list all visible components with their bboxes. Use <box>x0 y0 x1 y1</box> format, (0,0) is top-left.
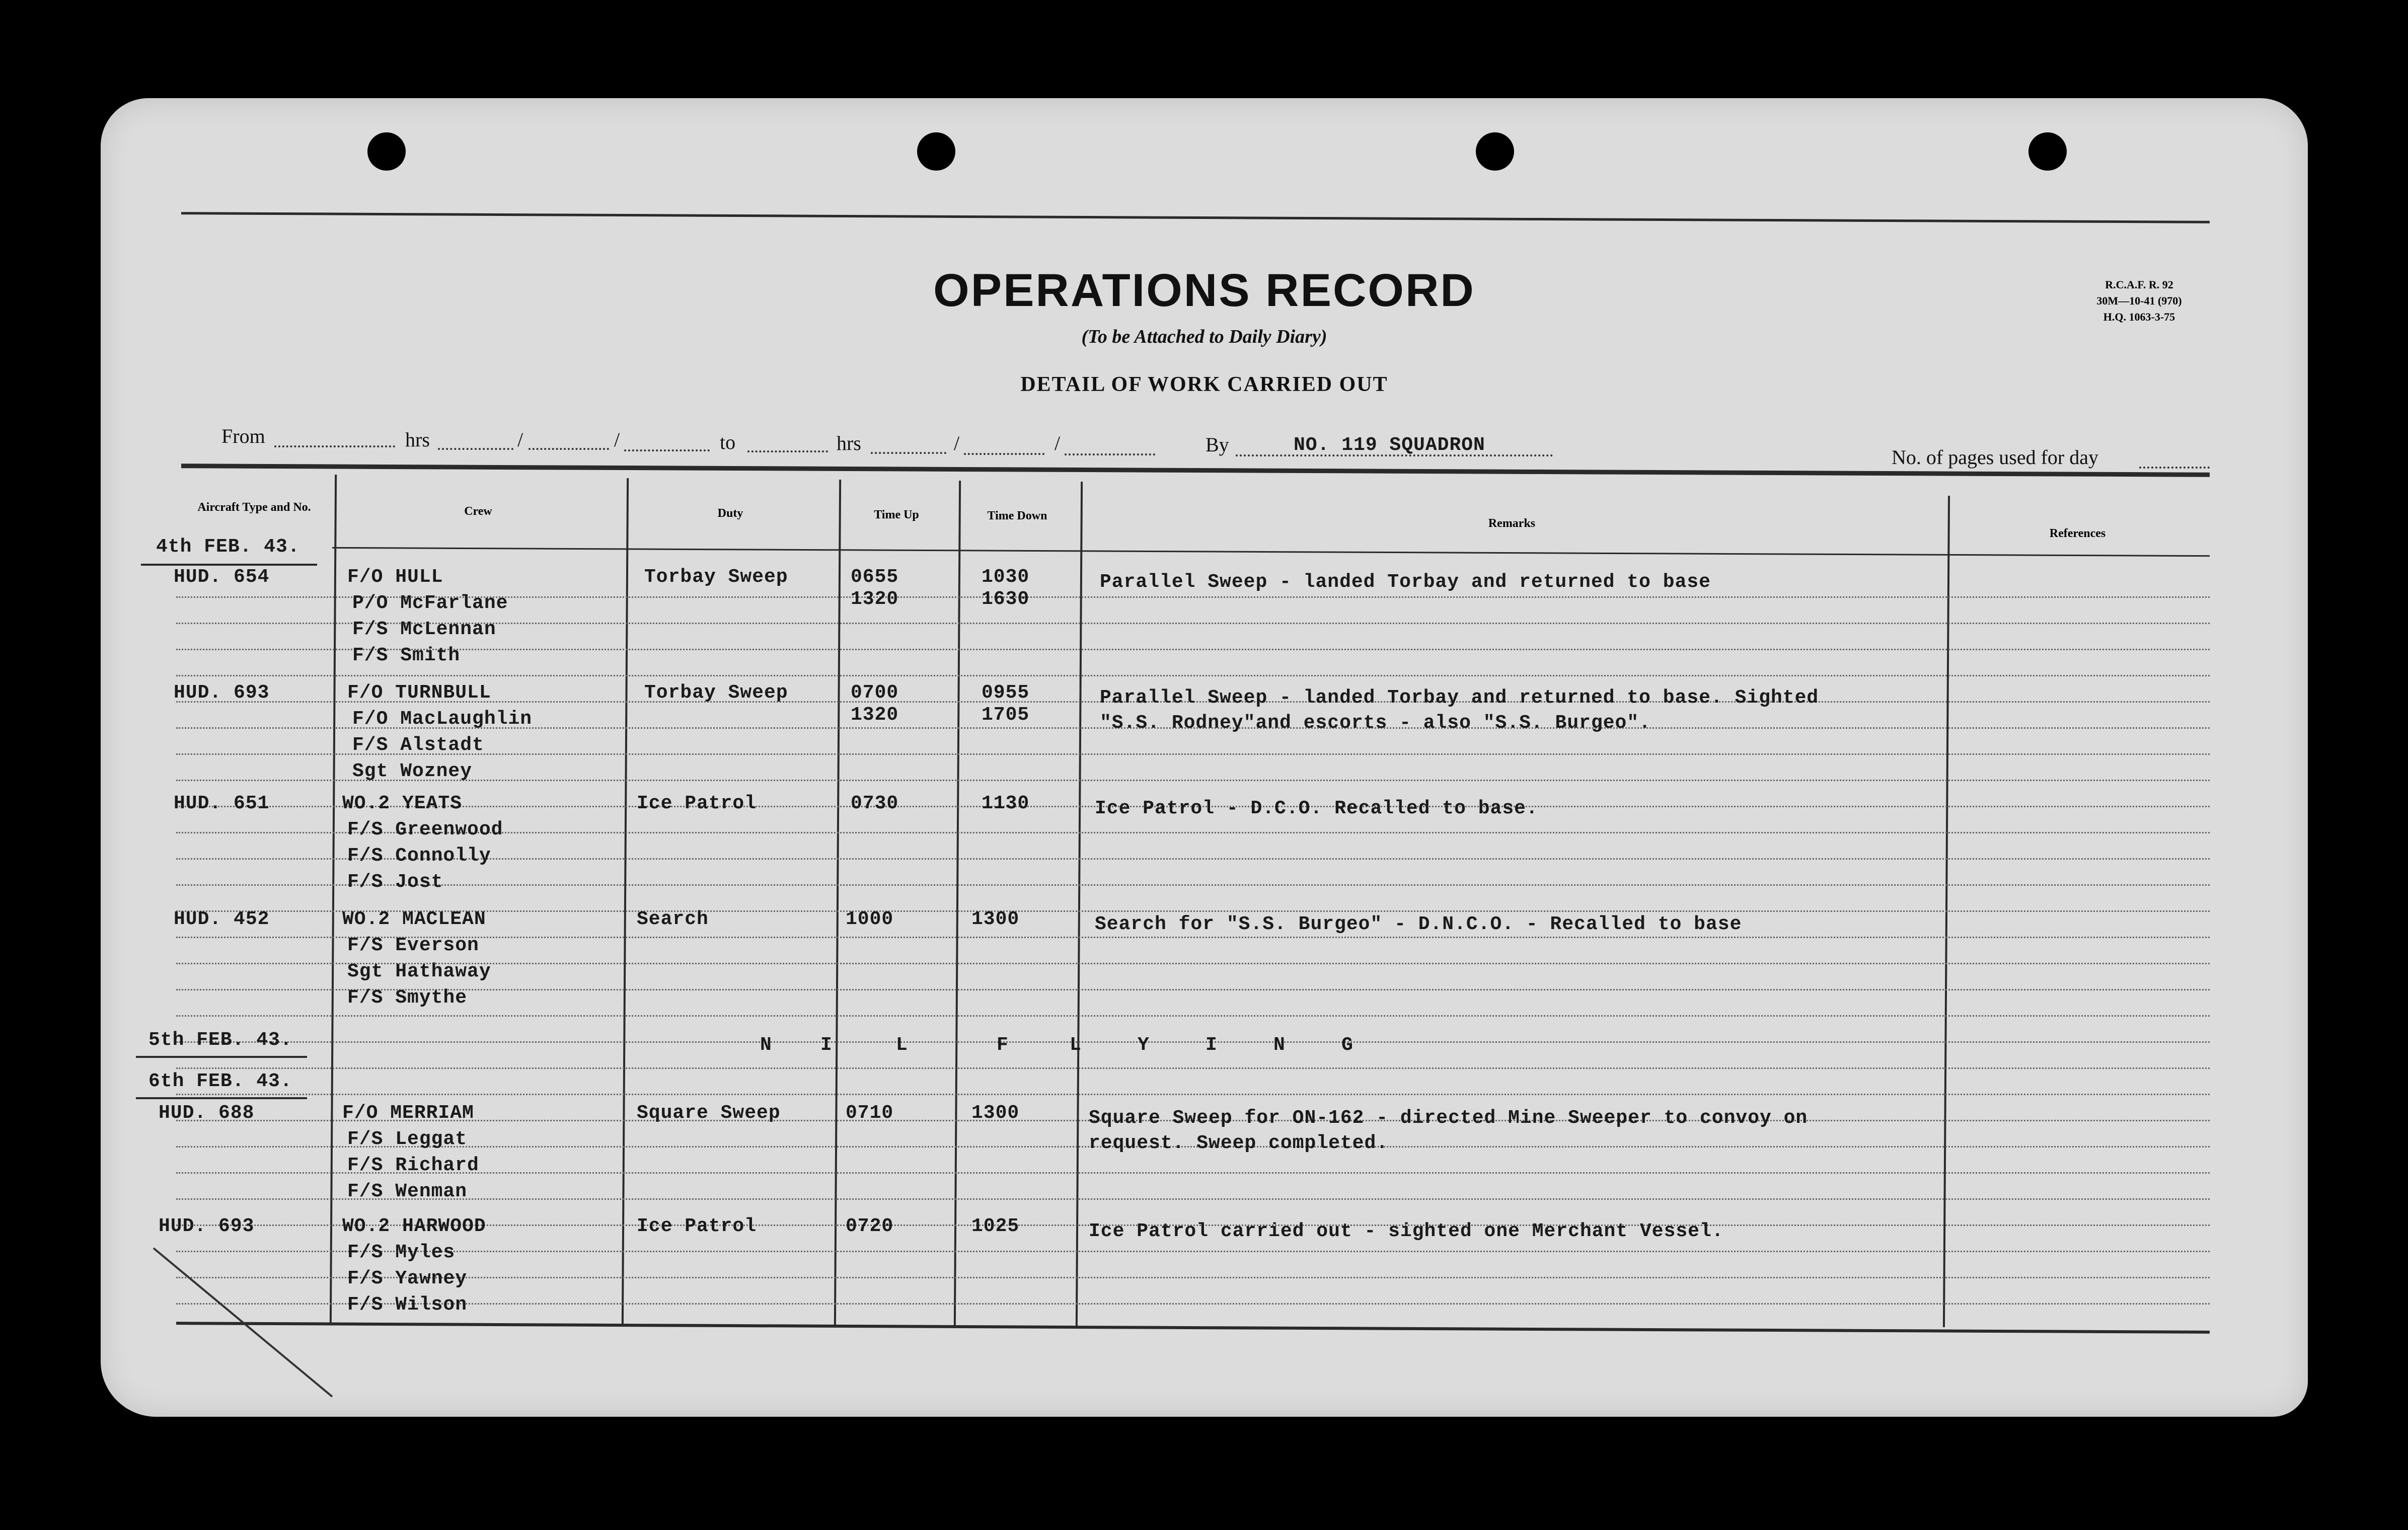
punch-hole <box>1476 132 1514 171</box>
date-label: 5th FEB. 43. <box>148 1029 292 1051</box>
duty-value: Torbay Sweep <box>644 566 788 588</box>
time-up-value: 1320 <box>851 704 899 726</box>
form-title: OPERATIONS RECORD <box>933 265 1475 316</box>
time-up-value: 0710 <box>846 1102 894 1124</box>
aircraft-number: HUD. 693 <box>174 682 270 704</box>
ruling-line <box>176 1067 2210 1069</box>
crew-member: F/S Leggat <box>347 1128 468 1150</box>
ruling-line <box>176 1251 2210 1252</box>
column-header-duty: Duty <box>717 507 743 520</box>
date-label: 4th FEB. 43. <box>156 536 300 558</box>
nil-flying-letter: L <box>896 1034 908 1056</box>
form-code-line: H.Q. 1063-3-75 <box>2103 311 2175 323</box>
ruling-line <box>176 937 2210 938</box>
duty-value: Ice Patrol <box>637 1215 757 1237</box>
crew-member: F/O TURNBULL <box>347 682 491 704</box>
column-header-crew: Crew <box>464 505 492 518</box>
slash: / <box>954 432 960 454</box>
crew-member: F/O MacLaughlin <box>352 708 533 730</box>
remarks-text: Parallel Sweep - landed Torbay and returned to base. Sighted <box>1100 687 1819 709</box>
dotted-field <box>274 445 395 447</box>
crew-member: P/O McFarlane <box>352 592 508 614</box>
date-underline <box>136 1056 307 1058</box>
punch-hole <box>917 132 955 171</box>
dotted-field <box>624 449 710 451</box>
dotted-field <box>871 452 946 454</box>
crew-member: Sgt Wozney <box>352 760 473 782</box>
dotted-field <box>2139 467 2210 469</box>
date-underline <box>136 1097 307 1099</box>
crew-member: F/S Richard <box>347 1155 479 1176</box>
date-underline <box>141 564 317 566</box>
header-rule <box>332 547 2210 557</box>
dotted-field <box>529 448 609 450</box>
date-label: 6th FEB. 43. <box>148 1070 292 1092</box>
duty-value: Search <box>637 908 709 930</box>
remarks-text: Ice Patrol - D.C.O. Recalled to base. <box>1095 798 1538 819</box>
column-header-aircraft: Aircraft Type and No. <box>197 501 311 514</box>
time-down-value: 1030 <box>982 566 1030 588</box>
crew-member: F/S Wilson <box>347 1294 468 1316</box>
crew-member: F/S Wenman <box>347 1181 468 1202</box>
column-header-remarks: Remarks <box>1488 517 1536 530</box>
crew-member: F/S Yawney <box>347 1268 468 1289</box>
duty-value: Torbay Sweep <box>644 682 788 704</box>
crew-member: F/S Connolly <box>347 845 491 867</box>
ruling-line <box>176 1198 2210 1200</box>
crew-member: WO.2 HARWOOD <box>342 1215 486 1237</box>
time-up-value: 1320 <box>851 588 899 610</box>
crew-member: WO.2 YEATS <box>342 793 463 814</box>
crew-member: F/S Myles <box>347 1242 456 1263</box>
time-down-value: 1630 <box>982 588 1030 610</box>
remarks-text: "S.S. Rodney"and escorts - also "S.S. Burgeo". <box>1100 712 1651 734</box>
time-up-value: 0700 <box>851 682 899 704</box>
by-label: By <box>1206 433 1229 456</box>
squadron-value: NO. 119 SQUADRON <box>1294 434 1485 456</box>
column-header-time-up: Time Up <box>874 508 919 521</box>
time-up-value: 0655 <box>851 566 899 588</box>
crew-member: F/S McLennan <box>352 619 496 640</box>
crew-member: F/S Everson <box>347 935 479 956</box>
remarks-text: request. Sweep completed. <box>1089 1132 1389 1154</box>
time-down-value: 1130 <box>982 793 1030 814</box>
aircraft-number: HUD. 651 <box>174 793 270 814</box>
aircraft-number: HUD. 654 <box>174 566 270 588</box>
form-code-line: 30M—10-41 (970) <box>2096 294 2182 307</box>
remarks-text: Parallel Sweep - landed Torbay and returned to base <box>1100 571 1711 593</box>
time-down-value: 1025 <box>971 1215 1020 1237</box>
operations-record-sheet <box>101 98 2308 1417</box>
ruling-line <box>176 989 2210 990</box>
column-header-time-down: Time Down <box>987 509 1047 522</box>
crew-member: F/S Jost <box>347 871 443 893</box>
column-header-references: References <box>2049 527 2106 540</box>
ruling-line <box>176 675 2210 676</box>
nil-flying-letter: F <box>997 1034 1009 1056</box>
ruling-line <box>176 884 2210 886</box>
top-rule <box>181 212 2210 223</box>
nil-flying-letter: N <box>1273 1034 1286 1056</box>
dotted-field <box>438 448 513 450</box>
column-divider <box>330 475 337 1325</box>
ruling-line <box>176 1303 2210 1305</box>
pen-stroke-mark <box>151 1246 362 1417</box>
hrs-label: hrs <box>405 428 430 451</box>
crew-member: F/S Greenwood <box>347 819 503 840</box>
nil-flying-letter: L <box>1070 1034 1082 1056</box>
slash: / <box>1055 432 1061 454</box>
crew-member: F/S Alstadt <box>352 734 484 756</box>
aircraft-number: HUD. 452 <box>174 908 270 930</box>
slash: / <box>614 428 620 451</box>
time-down-value: 0955 <box>982 682 1030 704</box>
ruling-line <box>176 1094 2210 1095</box>
nil-flying-letter: Y <box>1138 1034 1150 1056</box>
time-down-value: 1300 <box>971 1102 1020 1124</box>
aircraft-number: HUD. 688 <box>159 1102 255 1124</box>
nil-flying-letter: N <box>760 1034 772 1056</box>
ruling-line <box>176 649 2210 650</box>
remarks-text: Search for "S.S. Burgeo" - D.N.C.O. - Recalled to base <box>1095 913 1742 935</box>
time-up-value: 1000 <box>846 908 894 930</box>
ruling-line <box>176 1041 2210 1043</box>
ruling-line <box>176 1277 2210 1278</box>
to-label: to <box>720 431 736 453</box>
table-bottom-rule <box>176 1322 2210 1334</box>
ruling-line <box>176 780 2210 781</box>
time-up-value: 0730 <box>851 793 899 814</box>
crew-member: F/S Smith <box>352 645 461 666</box>
punch-hole <box>2028 132 2067 171</box>
crew-member: Sgt Hathaway <box>347 961 491 982</box>
crew-member: F/O HULL <box>347 566 443 588</box>
slash: / <box>517 428 523 451</box>
nil-flying-letter: I <box>1206 1034 1218 1056</box>
aircraft-number: HUD. 693 <box>159 1215 255 1237</box>
crew-member: WO.2 MACLEAN <box>342 908 486 930</box>
nil-flying-letter: G <box>1341 1034 1353 1056</box>
nil-flying-letter: I <box>820 1034 833 1056</box>
time-down-value: 1300 <box>971 908 1020 930</box>
ruling-line <box>176 1172 2210 1174</box>
form-code-line: R.C.A.F. R. 92 <box>2105 278 2173 291</box>
remarks-text: Ice Patrol carried out - sighted one Merchant Vessel. <box>1089 1220 1724 1242</box>
dotted-field <box>747 450 828 452</box>
time-up-value: 0720 <box>846 1215 894 1237</box>
pages-label: No. of pages used for day <box>1892 446 2098 469</box>
punch-hole <box>367 132 406 171</box>
dotted-field <box>964 453 1044 455</box>
form-subtitle: (To be Attached to Daily Diary) <box>1081 326 1327 347</box>
remarks-text: Square Sweep for ON-162 - directed Mine Sweeper to convoy on <box>1089 1107 1808 1129</box>
duty-value: Square Sweep <box>637 1102 781 1124</box>
section-heading: DETAIL OF WORK CARRIED OUT <box>1020 373 1388 396</box>
ruling-line <box>176 1015 2210 1017</box>
duty-value: Ice Patrol <box>637 793 757 814</box>
hrs-label: hrs <box>837 432 861 454</box>
crew-member: F/O MERRIAM <box>342 1102 474 1124</box>
from-label: From <box>221 425 265 447</box>
crew-member: F/S Smythe <box>347 987 468 1009</box>
time-down-value: 1705 <box>982 704 1030 726</box>
dotted-field <box>1065 453 1155 455</box>
